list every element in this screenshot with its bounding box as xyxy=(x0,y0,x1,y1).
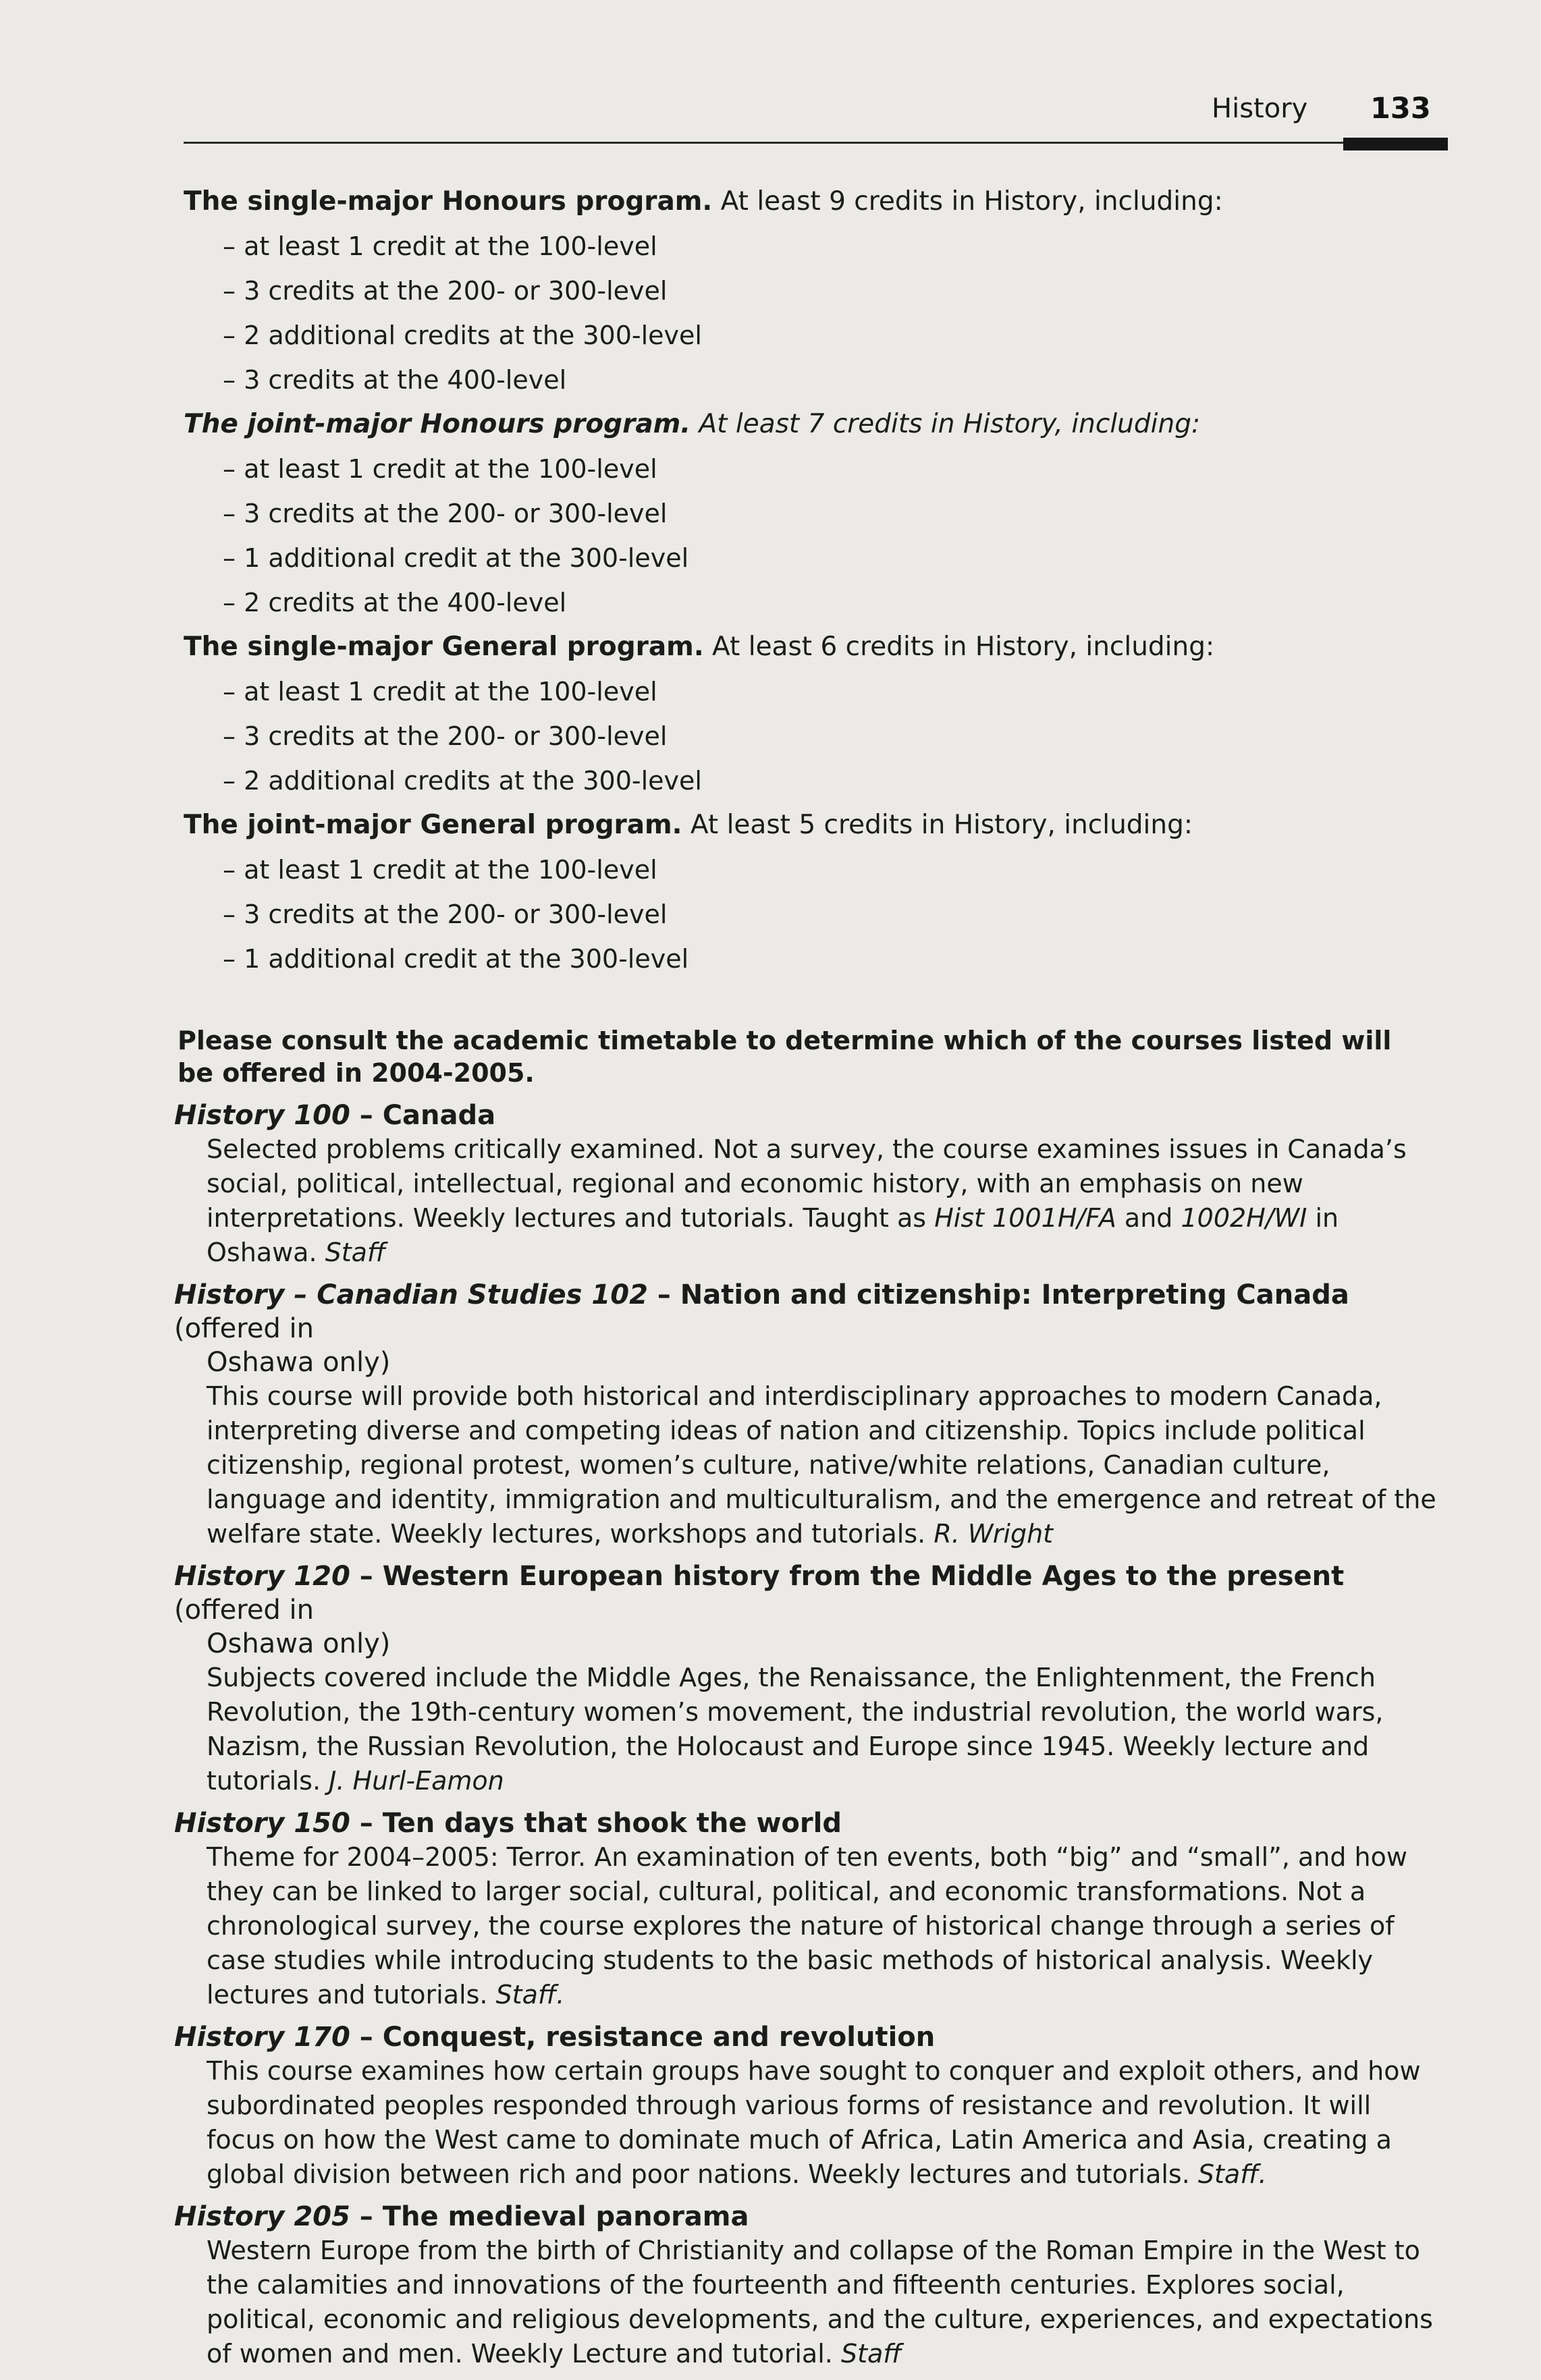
timetable-notice: Please consult the academic timetable to determine which of the courses listed will be offered in 2004-2005. xyxy=(178,1026,1392,1088)
requirement-item: – at least 1 credit at the 100-level xyxy=(223,231,657,261)
course-separator: – xyxy=(350,1100,383,1131)
program-description: At least 7 credits in History, including: xyxy=(699,409,1201,439)
requirement-list xyxy=(184,848,1439,981)
requirement-item: – 1 additional credit at the 300-level xyxy=(223,944,689,974)
course-separator: – xyxy=(350,2201,383,2232)
program-heading xyxy=(184,803,1439,848)
requirement-item: – at least 1 credit at the 100-level xyxy=(223,677,657,707)
requirement-item: – 3 credits at the 200- or 300-level xyxy=(223,276,668,306)
requirement-item: – 3 credits at the 200- or 300-level xyxy=(223,900,668,929)
course-title: Nation and citizenship: Interpreting Canada xyxy=(680,1279,1349,1310)
requirement-item: – 3 credits at the 200- or 300-level xyxy=(223,499,668,528)
course-entry xyxy=(174,1806,1443,2012)
course-offering-note-cont: Oshawa only) xyxy=(207,1628,391,1659)
course-description xyxy=(174,1132,1443,1270)
course-code: History 170 xyxy=(174,2022,350,2053)
course-entry xyxy=(174,2020,1443,2192)
course-title: Ten days that shook the world xyxy=(382,1808,842,1839)
course-description xyxy=(174,2054,1443,2192)
program-title: The joint-major Honours program. xyxy=(184,409,691,439)
course-description-text: Theme for 2004–2005: Terror. An examination of ten events, both “big” and “small”, and how they can be linked to larger social, cultural, political, and economic transformations. Not a chronological survey, the course explores the nature of historical change through a series of case studies while introducing students to the basic methods of historical analysis. Weekly lectures and tutorials. xyxy=(207,1842,1407,2010)
course-description xyxy=(174,1840,1443,2012)
course-list xyxy=(174,1099,1443,2379)
course-code-ref: Hist 1001H/FA xyxy=(934,1203,1116,1233)
course-location-note: in Oshawa. xyxy=(207,1203,1339,1267)
course-separator: – xyxy=(350,1808,383,1839)
requirement-item: – 2 credits at the 400-level xyxy=(223,588,567,617)
program-description: At least 9 credits in History, including: xyxy=(720,186,1223,217)
page-number: 133 xyxy=(1370,92,1431,126)
requirement-item: – at least 1 credit at the 100-level xyxy=(223,454,657,484)
course-description-text: Subjects covered include the Middle Ages, the Renaissance, the Enlightenment, the French Revolution, the 19th-century women’s movement, the industrial revolution, the world wars, Nazism, the Russian Revolution, the Holocaust and Europe since 1945. Weekly lecture and tutorials. xyxy=(207,1663,1384,1796)
course-entry xyxy=(174,2200,1443,2371)
course-title: Western European history from the Middle Ages to the present xyxy=(382,1561,1345,1592)
course-separator: – xyxy=(647,1279,680,1310)
program-block xyxy=(184,803,1439,981)
course-entry xyxy=(174,1099,1443,1270)
course-instructor: R. Wright xyxy=(934,1519,1054,1549)
running-header-section: History xyxy=(1212,93,1308,124)
course-code-ref: 1002H/WI xyxy=(1181,1203,1307,1233)
requirement-item: – 3 credits at the 200- or 300-level xyxy=(223,721,668,751)
program-requirements xyxy=(184,179,1439,981)
program-description: At least 5 credits in History, including: xyxy=(690,810,1193,840)
program-title: The joint-major General program. xyxy=(184,810,682,840)
course-description-text: This course will provide both historical and interdisciplinary approaches to modern Canada, interpreting diverse and competing ideas of nation and citizenship. Topics include political citizenship, regional protest, women’s culture, native/white relations, Canadian culture, language and identity, immigration and multiculturalism, and the emergence and retreat of the welfare state. Weekly lectures, workshops and tutorials. xyxy=(207,1381,1436,1549)
requirement-item: – at least 1 credit at the 100-level xyxy=(223,855,657,885)
course-code: History 205 xyxy=(174,2201,350,2232)
course-instructor: Staff xyxy=(325,1238,386,1267)
course-heading xyxy=(174,1278,1443,1379)
program-description: At least 6 credits in History, including: xyxy=(712,632,1215,662)
course-offering-note: (offered in xyxy=(174,1595,314,1626)
course-description xyxy=(174,1379,1443,1551)
course-title: Conquest, resistance and revolution xyxy=(382,2022,936,2053)
course-heading xyxy=(174,1806,1443,1840)
requirement-list xyxy=(184,669,1439,803)
course-instructor: Staff xyxy=(840,2339,902,2369)
course-heading xyxy=(174,2200,1443,2234)
program-block xyxy=(184,402,1439,625)
requirement-list xyxy=(184,224,1439,402)
course-description-text: Western Europe from the birth of Christianity and collapse of the Roman Empire in the West to the calamities and innovations of the fourteenth and fifteenth centuries. Explores social, political, economic and religious developments, and the culture, experiences, and expectations of women and men. Weekly Lecture and tutorial. xyxy=(207,2236,1433,2369)
course-conjunction: and xyxy=(1116,1203,1181,1233)
header-rule xyxy=(184,142,1446,144)
course-description xyxy=(174,2234,1443,2371)
course-instructor: Staff. xyxy=(495,1980,565,2010)
course-entry xyxy=(174,1278,1443,1551)
course-description-text: This course examines how certain groups have sought to conquer and exploit others, and how subordinated peoples responded through various forms of resistance and revolution. It will focus on how the West came to dominate much of Africa, Latin America and Asia, creating a global division between rich and poor nations. Weekly lectures and tutorials. xyxy=(207,2056,1421,2189)
course-instructor: J. Hurl-Eamon xyxy=(329,1766,504,1796)
program-block xyxy=(184,179,1439,402)
requirement-item: – 3 credits at the 400-level xyxy=(223,365,567,395)
program-title: The single-major Honours program. xyxy=(184,186,713,217)
header-thumb-tab xyxy=(1343,138,1448,150)
course-heading xyxy=(174,1559,1443,1661)
course-instructor: Staff. xyxy=(1197,2159,1267,2189)
course-heading xyxy=(174,2020,1443,2054)
requirement-item: – 2 additional credits at the 300-level xyxy=(223,321,702,350)
course-code: History – Canadian Studies 102 xyxy=(174,1279,648,1310)
requirement-list xyxy=(184,447,1439,625)
requirement-item: – 2 additional credits at the 300-level xyxy=(223,766,702,796)
course-heading xyxy=(174,1099,1443,1132)
requirement-item: – 1 additional credit at the 300-level xyxy=(223,543,689,573)
course-title: The medieval panorama xyxy=(382,2201,749,2232)
program-heading xyxy=(184,179,1439,224)
course-title: Canada xyxy=(382,1100,496,1131)
program-block xyxy=(184,625,1439,803)
course-offering-note-cont: Oshawa only) xyxy=(207,1347,391,1378)
course-separator: – xyxy=(350,1561,383,1592)
course-description xyxy=(174,1661,1443,1798)
program-heading xyxy=(184,402,1439,447)
program-title: The single-major General program. xyxy=(184,632,704,662)
program-heading xyxy=(184,625,1439,669)
course-separator: – xyxy=(350,2022,383,2053)
course-code: History 150 xyxy=(174,1808,350,1839)
course-code: History 100 xyxy=(174,1100,350,1131)
course-description-text: Selected problems critically examined. Not a survey, the course examines issues in Canada’s social, political, intellectual, regional and economic history, with an emphasis on new interpretations. Weekly lectures and tutorials. Taught as xyxy=(207,1134,1407,1233)
course-offering-note: (offered in xyxy=(174,1313,314,1344)
course-code: History 120 xyxy=(174,1561,350,1592)
course-entry xyxy=(174,1559,1443,1798)
